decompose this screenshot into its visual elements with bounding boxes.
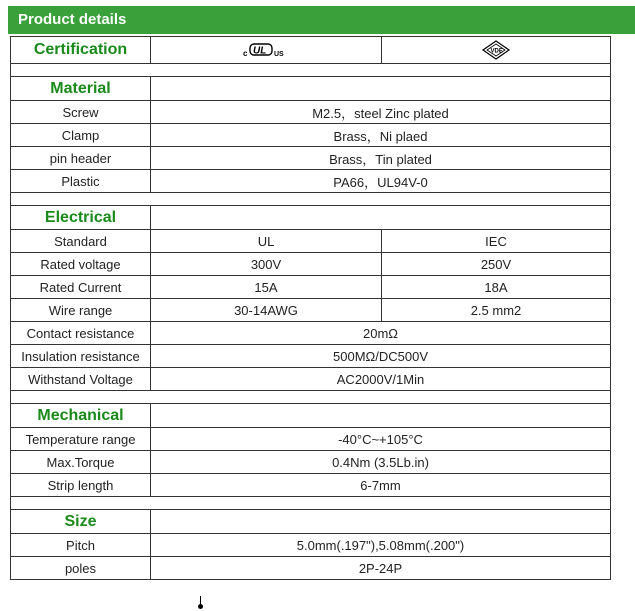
row-label: Insulation resistance bbox=[11, 345, 151, 368]
row-label: Rated Current bbox=[11, 276, 151, 299]
iec-value: IEC bbox=[382, 230, 611, 253]
spacer-row bbox=[11, 391, 611, 404]
svg-text:UL: UL bbox=[253, 45, 267, 57]
table-row bbox=[11, 451, 611, 474]
vde-certification-icon bbox=[481, 40, 511, 60]
table-row bbox=[11, 322, 611, 345]
row-label: Rated voltage bbox=[11, 253, 151, 276]
ul-value: 15A bbox=[151, 276, 382, 299]
cursor-dot bbox=[198, 604, 203, 609]
ul-value: 30-14AWG bbox=[151, 299, 382, 322]
row-value: 5.0mm(.197"),5.08mm(.200") bbox=[151, 534, 611, 557]
row-label: Plastic bbox=[11, 170, 151, 193]
table-row bbox=[11, 534, 611, 557]
table-row bbox=[11, 253, 611, 276]
certification-label: Certification bbox=[11, 37, 151, 64]
row-value: -40°C~+105°C bbox=[151, 428, 611, 451]
table-row bbox=[11, 345, 611, 368]
size-title: Size bbox=[11, 510, 151, 534]
row-label: Wire range bbox=[11, 299, 151, 322]
ul-value: 300V bbox=[151, 253, 382, 276]
row-label: Max.Torque bbox=[11, 451, 151, 474]
row-label: Screw bbox=[11, 101, 151, 124]
row-label: Withstand Voltage bbox=[11, 368, 151, 391]
row-label: Contact resistance bbox=[11, 322, 151, 345]
table-row bbox=[11, 299, 611, 322]
table-row bbox=[11, 276, 611, 299]
size-header-row bbox=[11, 510, 611, 534]
row-value: AC2000V/1Min bbox=[151, 368, 611, 391]
row-value: Brass，Ni plaed bbox=[151, 124, 611, 147]
table-row bbox=[11, 147, 611, 170]
electrical-header-row bbox=[11, 206, 611, 230]
table-row bbox=[11, 474, 611, 497]
svg-text:VDE: VDE bbox=[490, 48, 503, 55]
header-title: Product details bbox=[18, 11, 127, 28]
iec-value: 250V bbox=[382, 253, 611, 276]
section-header bbox=[8, 6, 635, 34]
mechanical-header-row bbox=[11, 404, 611, 428]
electrical-title: Electrical bbox=[11, 206, 151, 230]
row-label: Pitch bbox=[11, 534, 151, 557]
table-row bbox=[11, 124, 611, 147]
spacer-row bbox=[11, 193, 611, 206]
table-row bbox=[11, 557, 611, 580]
mechanical-title: Mechanical bbox=[11, 404, 151, 428]
table-row bbox=[11, 368, 611, 391]
svg-text:c: c bbox=[243, 49, 248, 58]
svg-text:US: US bbox=[274, 51, 284, 58]
product-details-table bbox=[10, 36, 611, 580]
row-label: Standard bbox=[11, 230, 151, 253]
spacer-row bbox=[11, 497, 611, 510]
row-value: PA66，UL94V-0 bbox=[151, 170, 611, 193]
material-title: Material bbox=[11, 77, 151, 101]
ul-certification-cell bbox=[151, 37, 382, 64]
row-label: Clamp bbox=[11, 124, 151, 147]
vde-certification-cell bbox=[382, 37, 611, 64]
certification-row bbox=[11, 37, 611, 64]
material-header-row bbox=[11, 77, 611, 101]
row-value: 0.4Nm (3.5Lb.in) bbox=[151, 451, 611, 474]
table-row bbox=[11, 230, 611, 253]
spacer-row bbox=[11, 64, 611, 77]
row-label: pin header bbox=[11, 147, 151, 170]
row-value: M2.5，steel Zinc plated bbox=[151, 101, 611, 124]
row-label: Strip length bbox=[11, 474, 151, 497]
iec-value: 2.5 mm2 bbox=[382, 299, 611, 322]
table-row bbox=[11, 170, 611, 193]
ul-value: UL bbox=[151, 230, 382, 253]
row-value: 6-7mm bbox=[151, 474, 611, 497]
row-label: Temperature range bbox=[11, 428, 151, 451]
row-value: 500MΩ/DC500V bbox=[151, 345, 611, 368]
ul-certification-icon bbox=[243, 41, 289, 59]
row-value: 2P-24P bbox=[151, 557, 611, 580]
row-value: Brass，Tin plated bbox=[151, 147, 611, 170]
table-row bbox=[11, 428, 611, 451]
table-row bbox=[11, 101, 611, 124]
row-value: 20mΩ bbox=[151, 322, 611, 345]
row-label: poles bbox=[11, 557, 151, 580]
iec-value: 18A bbox=[382, 276, 611, 299]
